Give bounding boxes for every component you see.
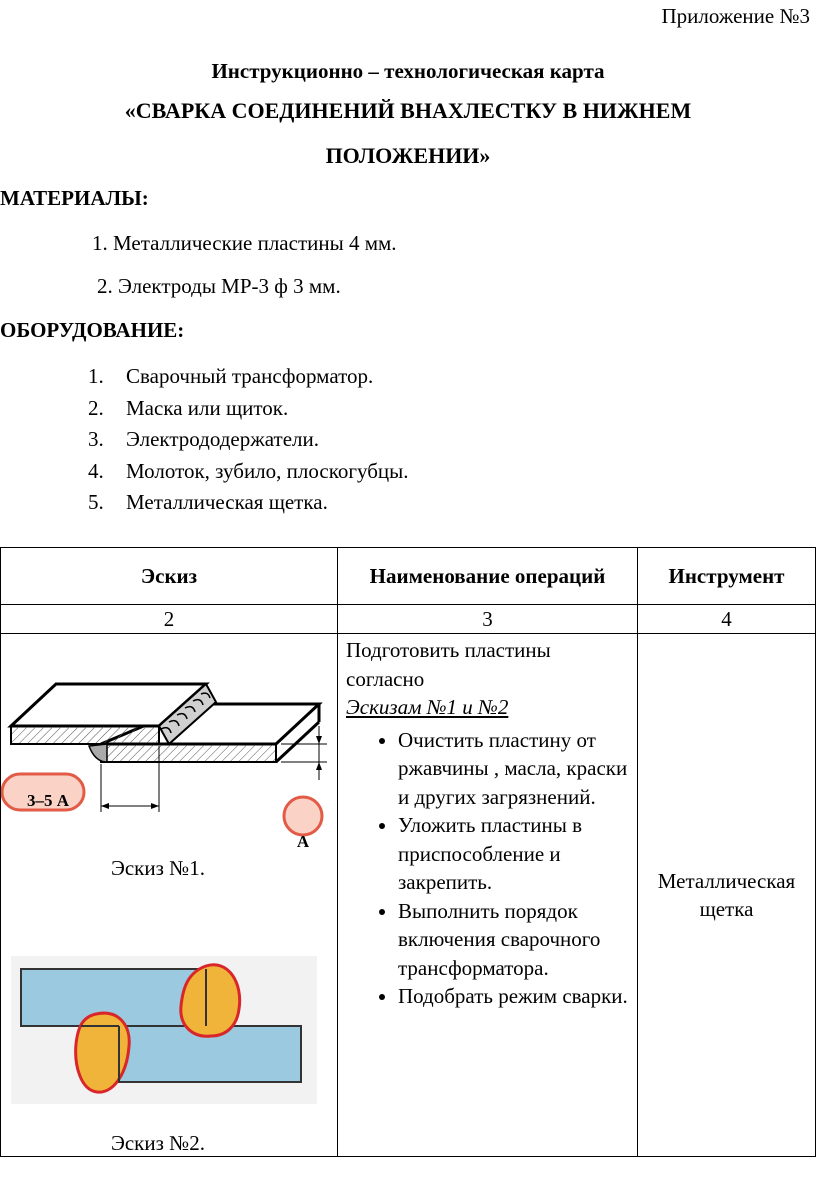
current-badge-right: А <box>296 832 310 851</box>
header-operations: Наименование операций <box>338 548 638 605</box>
sketch-reference: Эскизам №1 и №2 <box>346 695 509 719</box>
operations-intro: Подготовить пластины согласно <box>346 638 551 691</box>
document-subtitle-line2: ПОЛОЖЕНИИ» <box>325 143 491 168</box>
operation-step: • Подобрать режим сварки. <box>398 982 637 1011</box>
equipment-item: 3. Электрододержатели. <box>88 427 319 451</box>
equipment-heading: ОБОРУДОВАНИЕ: <box>0 318 185 342</box>
tool-cell <box>638 634 816 1157</box>
appendix-label: Приложение №3 <box>661 4 810 28</box>
sketch2-caption: Эскиз №2. <box>111 1131 205 1155</box>
header-tool: Инструмент <box>638 548 816 605</box>
operation-step: • Выполнить порядок включения сварочного трансформатора. <box>398 897 637 983</box>
current-badge-left: 3–5 А <box>26 791 70 810</box>
tool-name: Металлическая щетка <box>657 869 796 921</box>
document-title: Инструкционно – технологическая карта <box>211 59 605 83</box>
sketch-cell <box>1 634 338 1157</box>
operations-cell <box>338 634 638 1157</box>
materials-item: 1. Металлические пластины 4 мм. <box>92 231 397 255</box>
materials-item: 2. Электроды МР-3 ф 3 мм. <box>97 274 341 298</box>
overlap-plates-drawing <box>11 956 317 1104</box>
equipment-list <box>88 361 408 519</box>
column-number: 2 <box>1 605 338 634</box>
header-sketch: Эскиз <box>1 548 338 605</box>
equipment-item: 2. Маска или щиток. <box>88 395 289 420</box>
lap-joint-drawing <box>2 684 327 835</box>
operations-steps <box>338 726 637 1011</box>
equipment-item: 5. Металлическая щетка. <box>88 490 328 514</box>
operations-table <box>0 547 816 1157</box>
column-number: 3 <box>338 605 638 634</box>
materials-heading: МАТЕРИАЛЫ: <box>0 186 149 210</box>
equipment-item: 1. Сварочный трансформатор. <box>88 364 374 388</box>
sketch-drawings <box>1 634 337 1154</box>
sketch1-caption: Эскиз №1. <box>111 856 205 880</box>
equipment-item: 4. Молоток, зубило, плоскогубцы. <box>88 458 409 483</box>
operation-step: • Очистить пластину от ржавчины , масла, краски и других загрязнений. <box>398 726 637 812</box>
column-number: 4 <box>638 605 816 634</box>
document-subtitle-line1: «СВАРКА СОЕДИНЕНИЙ ВНАХЛЕСТКУ В НИЖНЕМ <box>124 98 692 123</box>
operation-step: • Уложить пластины в приспособление и закрепить. <box>398 811 637 897</box>
